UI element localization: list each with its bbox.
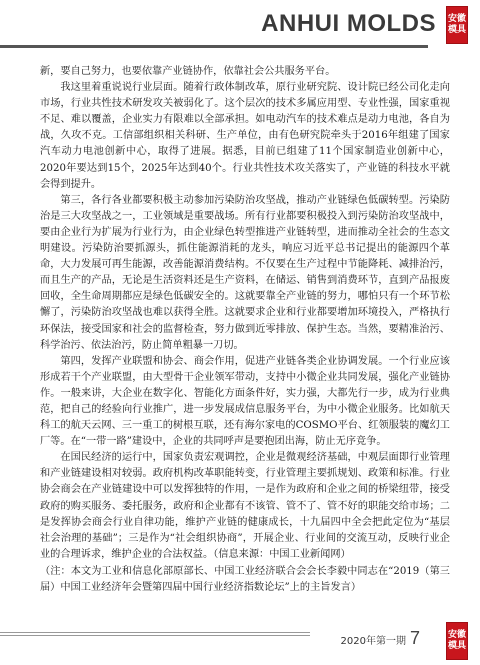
seal-text-line2: 模具 — [447, 641, 466, 651]
magazine-title: ANHUI MOLDS — [261, 10, 436, 37]
paragraph-continuation: 新，要自己努力，也要依靠产业链协作，依靠社会公共服务平台。 — [40, 66, 336, 77]
magazine-seal-logo — [446, 6, 468, 44]
footer-rule — [0, 632, 310, 633]
page-footer — [0, 626, 480, 656]
header-rule — [0, 45, 428, 48]
page-number: 7 — [409, 628, 420, 648]
issue-label — [341, 628, 420, 649]
paragraph-third-point: 第三，各行各业都要积极主动参加污染防治攻坚战，推动产业链绿色低碳转型。污染防治是三大攻坚战之一，工业领域是重要战场。所有行业都要积极投入到污染防治攻坚战中，要由企业行为扩展为行业行为，由企业绿色转型推进产业链转型，进而推动全社会的生态文明建设。污染防治要抓源头，抓住能源消耗的龙头，响应习近平总书记提出的能源四个革命，大力发展可再生能源，改善能源消费结构。不仅要在生产过程中节能降耗、减排治污，而且生产的产品，无论是生活资料还是生产资料，在储运、销售到消费环节，直到产品报废回收，全生命周期都应是绿色低碳安全的。这就要靠全产业链的努力，哪怕只有一个环节松懈了，污染防治攻坚战也难以获得全胜。这就要求企业和行业都要增加环境投入，严格执行环保法，接受国家和社会的监督检查，努力做到近零排放、保护生态。当然，要精准治污、科学治污、依法治污，防止简单粗暴一刀切。 — [40, 194, 450, 351]
footer-seal-logo — [446, 622, 468, 660]
article-body — [40, 64, 450, 596]
paragraph-fourth-point: 第四，发挥产业联盟和协会、商会作用，促进产业链各类企业协调发展。一个行业应该形成若干个产业联盟，由大型骨干企业领军带动，支持中小微企业共同发展，强化产业链协作。一般来讲，大企业在数字化、智能化方面条件好，实力强，大都先行一步，成为行业典范，把自己的经验向行业推广，进一步发展成信息服务平台，为中小微企业服务。比如航天科工的航天云网、三一重工的树根互联，还有海尔家电的COSMO平台、红领服装的魔幻工厂等。在“一带一路”建设中，企业的共同呼声是要抱团出海，防止无序竞争。 — [40, 355, 450, 448]
seal-text-line1: 安徽 — [447, 14, 466, 24]
paragraph-industry-level: 我这里着重说说行业层面。随着行政体制改革，原行业研究院、设计院已经公司化走向市场，行业共性技术研发攻关被弱化了。这个层次的技术多属应用型、专业性强，国家重视不足、难以覆盖，企业实力有限难以全部承担。如电动汽车的技术难点是动力电池，各自为战，久攻不克。工信部组织相关科研、生产单位，由有色研究院牵头于2016年组建了国家汽车动力电池创新中心，取得了进展。据悉，目前已组建了11个国家制造业创新中心，2020年要达到15个，2025年达到40个。行业共性技术攻关落实了，产业链的科技水平就会得到提升。 — [40, 82, 450, 190]
issue-text: 2020年第一期 — [340, 636, 406, 647]
seal-text-line2: 模具 — [447, 25, 466, 35]
masthead — [0, 0, 480, 62]
paragraph-industry-associations: 在国民经济的运行中，国家负责宏观调控，企业是微观经济基础，中观层面即行业管理和产业链建设相对较弱。政府机构改革职能转变，行业管理主要抓规划、政策和标准。行业协会商会在产业链建设中可以发挥独特的作用，一是作为政府和企业之间的桥梁纽带，接受政府的购买服务、委托服务，政府和企业都有不该管、管不了、管不好的职能交给市场；二是发挥协会商会行业自律功能，维护产业链的健康成长，十九届四中全会把此定位为“基层社会治理的基础”；三是作为“社会组织协商”，开展企业、行业间的交流互动，反映行业企业的合理诉求，维护企业的合法权益。（信息来源：中国工业新闻网） — [40, 452, 450, 560]
seal-text-line1: 安徽 — [447, 630, 466, 640]
footer-rule-secondary — [0, 635, 310, 636]
author-note: （注：本文为工业和信息化部原部长、中国工业经济联合会会长李毅中同志在“2019（第三届）中国工业经济年会暨第四届中国行业经济指数论坛”上的主旨发言） — [40, 565, 450, 593]
